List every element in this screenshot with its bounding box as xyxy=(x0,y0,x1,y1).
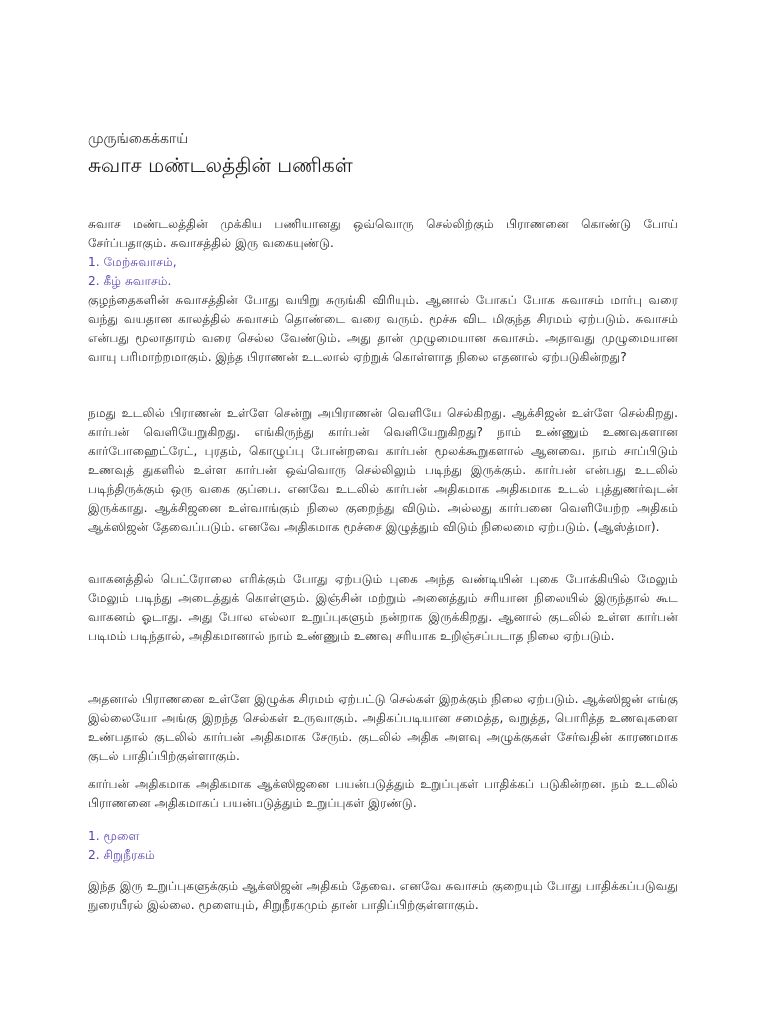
intro-text: சுவாச மண்டலத்தின் முக்கிய பணியானது ஒவ்வொரு செல்லிற்கும் பிராணனை கொண்டு போய் சேர்ப்பதாகும். சுவாசத்தில் இரு வகையுண்டு. xyxy=(88,217,678,250)
paragraph-text: குழந்தைகளின் சுவாசத்தின் போது வயிறு சுருங்கி விரியும். ஆனால் போகப் போக சுவாசம் மார்பு வரை வந்து வயதான காலத்தில் சுவாசம் தொண்டை வரை வரும். மூச்சு விட மிகுந்த சிரமம் ஏற்படும். சுவாசம் என்பது மூலாதாரம் வரை செல்ல வேண்டும். அது தான் முழுமையான சுவாசம். அதாவது முழுமையான வாயு பரிமாற்றமாகும். இந்த பிராணன் உடலால் ஏற்றுக் கொள்ளாத நிலை எதனால் ஏற்படுகின்றது? xyxy=(88,293,678,364)
paragraph-text: இந்த இரு உறுப்புகளுக்கும் ஆக்ஸிஜன் அதிகம் தேவை. எனவே சுவாசம் குறையும் போது பாதிக்கப்படுவது நுரையீரல் இல்லை. மூளையும், சிறுநீரகமும் தான் பாதிப்பிற்குள்ளாகும். xyxy=(88,879,678,912)
list-item: 1. மூளை xyxy=(88,829,140,843)
organs-list xyxy=(88,827,678,865)
list-item: 1. மேற்சுவாசம், xyxy=(88,255,177,269)
paragraph-1 xyxy=(88,291,678,367)
list-item: 2. கீழ் சுவாசம். xyxy=(88,274,172,288)
paragraph-text: அதனால் பிராணனை உள்ளே இழுக்க சிரமம் ஏற்பட்டு செல்கள் இறக்கும் நிலை ஏற்படும். ஆக்ஸிஜன் எங்கு இல்லையோ அங்கு இறந்த செல்கள் உருவாகும். அதிகப்படியான சமைத்த, வறுத்த, பொரித்த உணவுகளை உண்பதால் குடலில் கார்பன் அதிகமாக சேரும். குடலில் அதிக அளவு அழுக்குகள் சேர்வதின் காரணமாக குடல் பாதிப்பிற்குள்ளாகும். xyxy=(88,692,678,763)
document-title: சுவாச மண்டலத்தின் பணிகள் xyxy=(88,153,353,177)
breath-types-list xyxy=(88,253,678,291)
paragraph-4 xyxy=(88,690,678,766)
paragraph-5 xyxy=(88,775,678,813)
paragraph-text: நமது உடலில் பிராணன் உள்ளே சென்று அபிராணன் வெளியே செல்கிறது. ஆக்சிஜன் உள்ளே செல்கிறது. கார்பன் வெளியேறுகிறது. எங்கிருந்து கார்பன் வெளியேறுகிறது? நாம் உண்ணும் உணவுகளான கார்போஹைட்ரேட், புரதம், கொழுப்பு போன்றவை கார்பன் மூலக்கூறுகளால் ஆனவை. நாம் சாப்பிடும் உணவுத் துகளில் உள்ள கார்பன் ஒவ்வொரு செல்லிலும் படிந்து இருக்கும். கார்பன் என்பது உடலில் படிந்திருக்கும் ஒரு வகை குப்பை. எனவே உடலில் கார்பன் அதிகமாக அதிகமாக உடல் புத்துணர்வுடன் இருக்காது. ஆக்சிஜனை உள்வாங்கும் நிலை குறைந்து விடும். அல்லது கார்பனை வெளியேற்ற அதிகம் ஆக்ஸிஜன் தேவைப்படும். எனவே அதிகமாக மூச்சை இழுத்தும் விடும் நிலைமை ஏற்படும். (ஆஸ்த்மா). xyxy=(88,406,678,534)
document-subtitle: முருங்கைக்காய் xyxy=(88,131,189,147)
paragraph-text: வாகனத்தில் பெட்ரோலை எரிக்கும் போது ஏற்படும் புகை அந்த வண்டியின் புகை போக்கியில் மேலும் மேலும் படிந்து அடைத்துக் கொள்ளும். இஞ்சின் மற்றும் அனைத்தும் சரியான நிலையில் இருந்தால் கூட வாகனம் ஓடாது. அது போல எல்லா உறுப்புகளும் நன்றாக இருக்கிறது. ஆனால் குடலில் உள்ள கார்பன் படிமம் படிந்தால், அதிகமானால் நாம் உண்ணும் உணவு சரியாக உறிஞ்சப்படாத நிலை ஏற்படும். xyxy=(88,572,678,643)
intro-paragraph xyxy=(88,215,678,253)
paragraph-2 xyxy=(88,404,678,537)
paragraph-3 xyxy=(88,570,678,646)
list-item: 2. சிறுநீரகம் xyxy=(88,848,155,862)
paragraph-text: கார்பன் அதிகமாக அதிகமாக ஆக்ஸிஜனை பயன்படுத்தும் உறுப்புகள் பாதிக்கப் படுகின்றன. நம் உடலில் பிராணனை அதிகமாகப் பயன்படுத்தும் உறுப்புகள் இரண்டு. xyxy=(88,777,678,810)
paragraph-6 xyxy=(88,877,678,915)
